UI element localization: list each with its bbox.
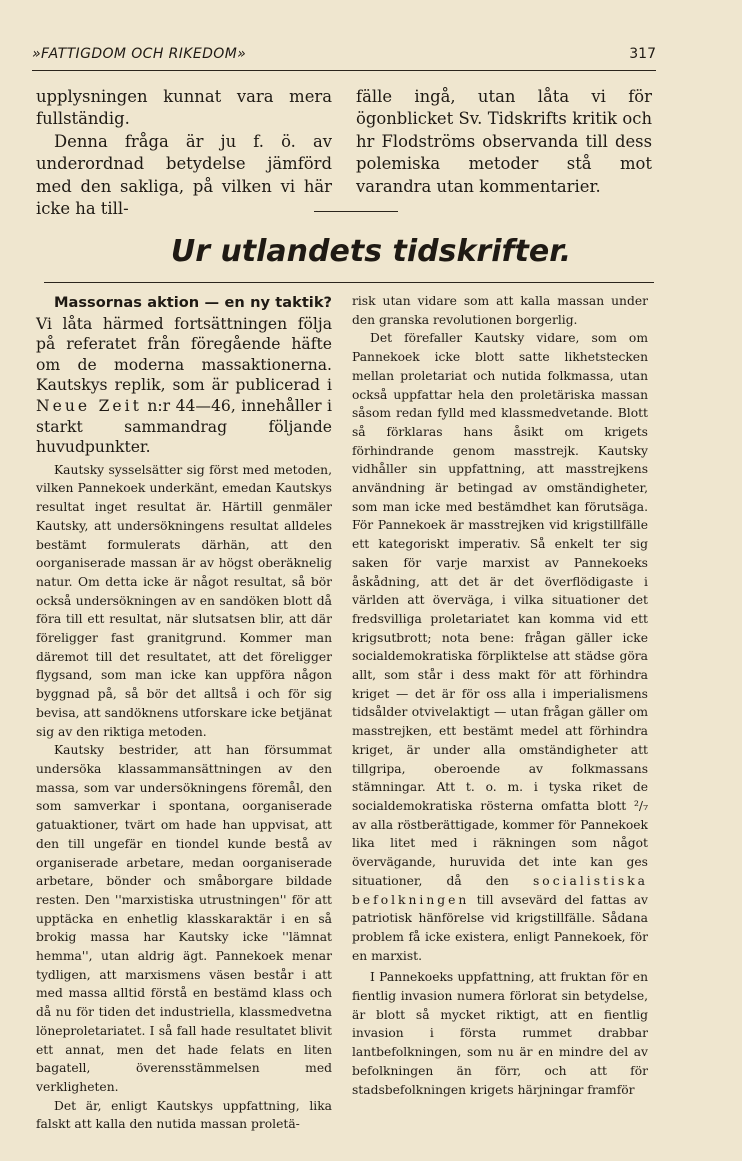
lead-text: n:r 44—46, innehåller i starkt sammandrag följande huvudpunkter.	[36, 396, 332, 457]
paragraph: fälle ingå, utan låta vi för ögonblicket Sv. Tidskrifts kritik och hr Flodströms observanda till dess polemiska metoder stå mot varandra utan kommentarier.	[356, 87, 652, 196]
paragraph: Det är, enligt Kautskys uppfattning, lika falskt att kalla den nutida massan proletä-	[36, 1098, 332, 1132]
paragraph: Denna fråga är ju f. ö. av underordnad betydelse jämförd med den sakliga, på vilken vi här icke ha till-	[36, 131, 332, 219]
paragraph: Kautsky bestrider, att han försummat undersöka klassammansättningen av den massa, som var undersökningens föremål, den som samverkar i spontana, oorganiserade gatuaktioner, tvärt om hade han uppvisat, att den till ungefär en tiondel kunde bestå av organiserade arbetare, medan oorganiserade arbetare, bönder och småborgare bildade resten. Den ''marxistiska utrustningen'' för att upptäcka en enhetlig klasskaraktär i en så brokig massa har Kautsky icke ''lämnat hemma'', utan aldrig ägt. Pannekoek menar tydligen, att marxismens väsen består i att med massa alltid förstå en bestämd klass och då nu för tiden det industriella, klassmedvetna löneproletariatet. I så fall hade resultatet blivit ett annat, men det hade felats en liten bagatell, överensstämmelsen med verkligheten.	[36, 743, 332, 1094]
page-number: 317	[629, 46, 656, 62]
article-left-column	[36, 292, 332, 1134]
lead-text: Vi låta härmed fortsättningen följa på referatet från föregående häfte om de moderna massaktionerna. Kautskys replik, som är publicerad i	[36, 314, 332, 395]
section-separator	[314, 211, 398, 212]
spaced-emphasis: socialistiska befolkningen	[352, 873, 648, 907]
header-rule	[32, 70, 656, 71]
paragraph-text: till avsevärd del fattas av patriotisk hänförelse vid krigstillfälle. Sådana problem få icke existera, enligt Pannekoek, för en marxist.	[352, 892, 648, 963]
title-rule	[44, 282, 654, 283]
top-right-column	[356, 86, 652, 198]
running-title: »FATTIGDOM OCH RIKEDOM»	[32, 46, 247, 62]
paragraph: upplysningen kunnat vara mera fullständig.	[36, 87, 332, 129]
paragraph-text: Det förefaller Kautsky vidare, som om Pannekoek icke blott satte likhetstecken mellan proletariat och nutida folkmassa, utan också uppfattar hela den proletäriska massan såsom redan fylld med klassmedvetande. Blott så förklaras hans åsikt om krigets förhindrande genom masstrejk. Kautsky vidhåller sin uppfattning, att masstrejkens användning är betingad av omständigheter, som man icke med bestämdhet kan förutsäga. För Pannekoek är masstrejken vid krigstillfälle ett kategoriskt imperativ. Så enkelt ter sig saken för varje marxist av Pannekoeks åskådning, att det är det överflödigaste i världen att överväga, i vilka situationer det fredsvilliga proletariatet kan komma vid ett krigsutbrott; nota bene: frågan gäller icke socialdemokratiska förpliktelse att städse göra allt, som står i dess makt för att förhindra kriget — det är för oss alla i imperialismens tidsålder otvivelaktigt — utan frågan gäller om masstrejken, ett bestämt medel att förhindra kriget, är under alla omständigheter att tillgripa, oberoende av folkmassans stämningar. Att t. o. m. i tyska riket de socialdemokratiska rösterna omfatta blott ²/₇ av alla röstberättigade, kommer för Pannekoek lika litet med i räkningen som något övervägande, huruvida det inte kan ges situationer, då den	[352, 331, 648, 888]
article-heading: Massornas aktion — en ny taktik?	[54, 294, 332, 311]
article-right-column	[352, 292, 648, 1099]
section-title: Ur utlandets tidskrifter.	[170, 234, 572, 269]
journal-name: Neue Zeit	[36, 396, 142, 415]
top-left-column	[36, 86, 332, 220]
paragraph	[352, 329, 648, 965]
paragraph: risk utan vidare som att kalla massan under den granska revolutionen borgerlig.	[352, 294, 648, 327]
article-lead	[36, 292, 332, 458]
paragraph: Kautsky sysselsätter sig först med metoden, vilken Pannekoek underkänt, emedan Kautskys resultat inget resultat är. Härtill genmäler Kautsky, att undersökningens resultat alldeles bestämt formulerats därhän, att den oorganiserade massan är av högst oberäknelig natur. Om detta icke är något resultat, så bör också undersökningen av en sandöken blott då föra till ett resultat, när slutsatsen blir, att där föreligger fast granitgrund. Kommer man däremot till det resultatet, att det föreligger flygsand, som man icke kan uppföra någon byggnad på, så bör det alltså i och för sig bevisa, att sandöknens utforskare icke betjänat sig av den riktiga metoden.	[36, 462, 332, 739]
paragraph: I Pannekoeks uppfattning, att fruktan för en fientlig invasion numera förlorat sin betydelse, är blott så mycket riktigt, att en fientlig invasion i första rummet drabbar lantbefolkningen, som nu är en mindre del av befolkningen än förr, och att för stadsbefolkningen krigets härjningar framför	[352, 970, 648, 1097]
